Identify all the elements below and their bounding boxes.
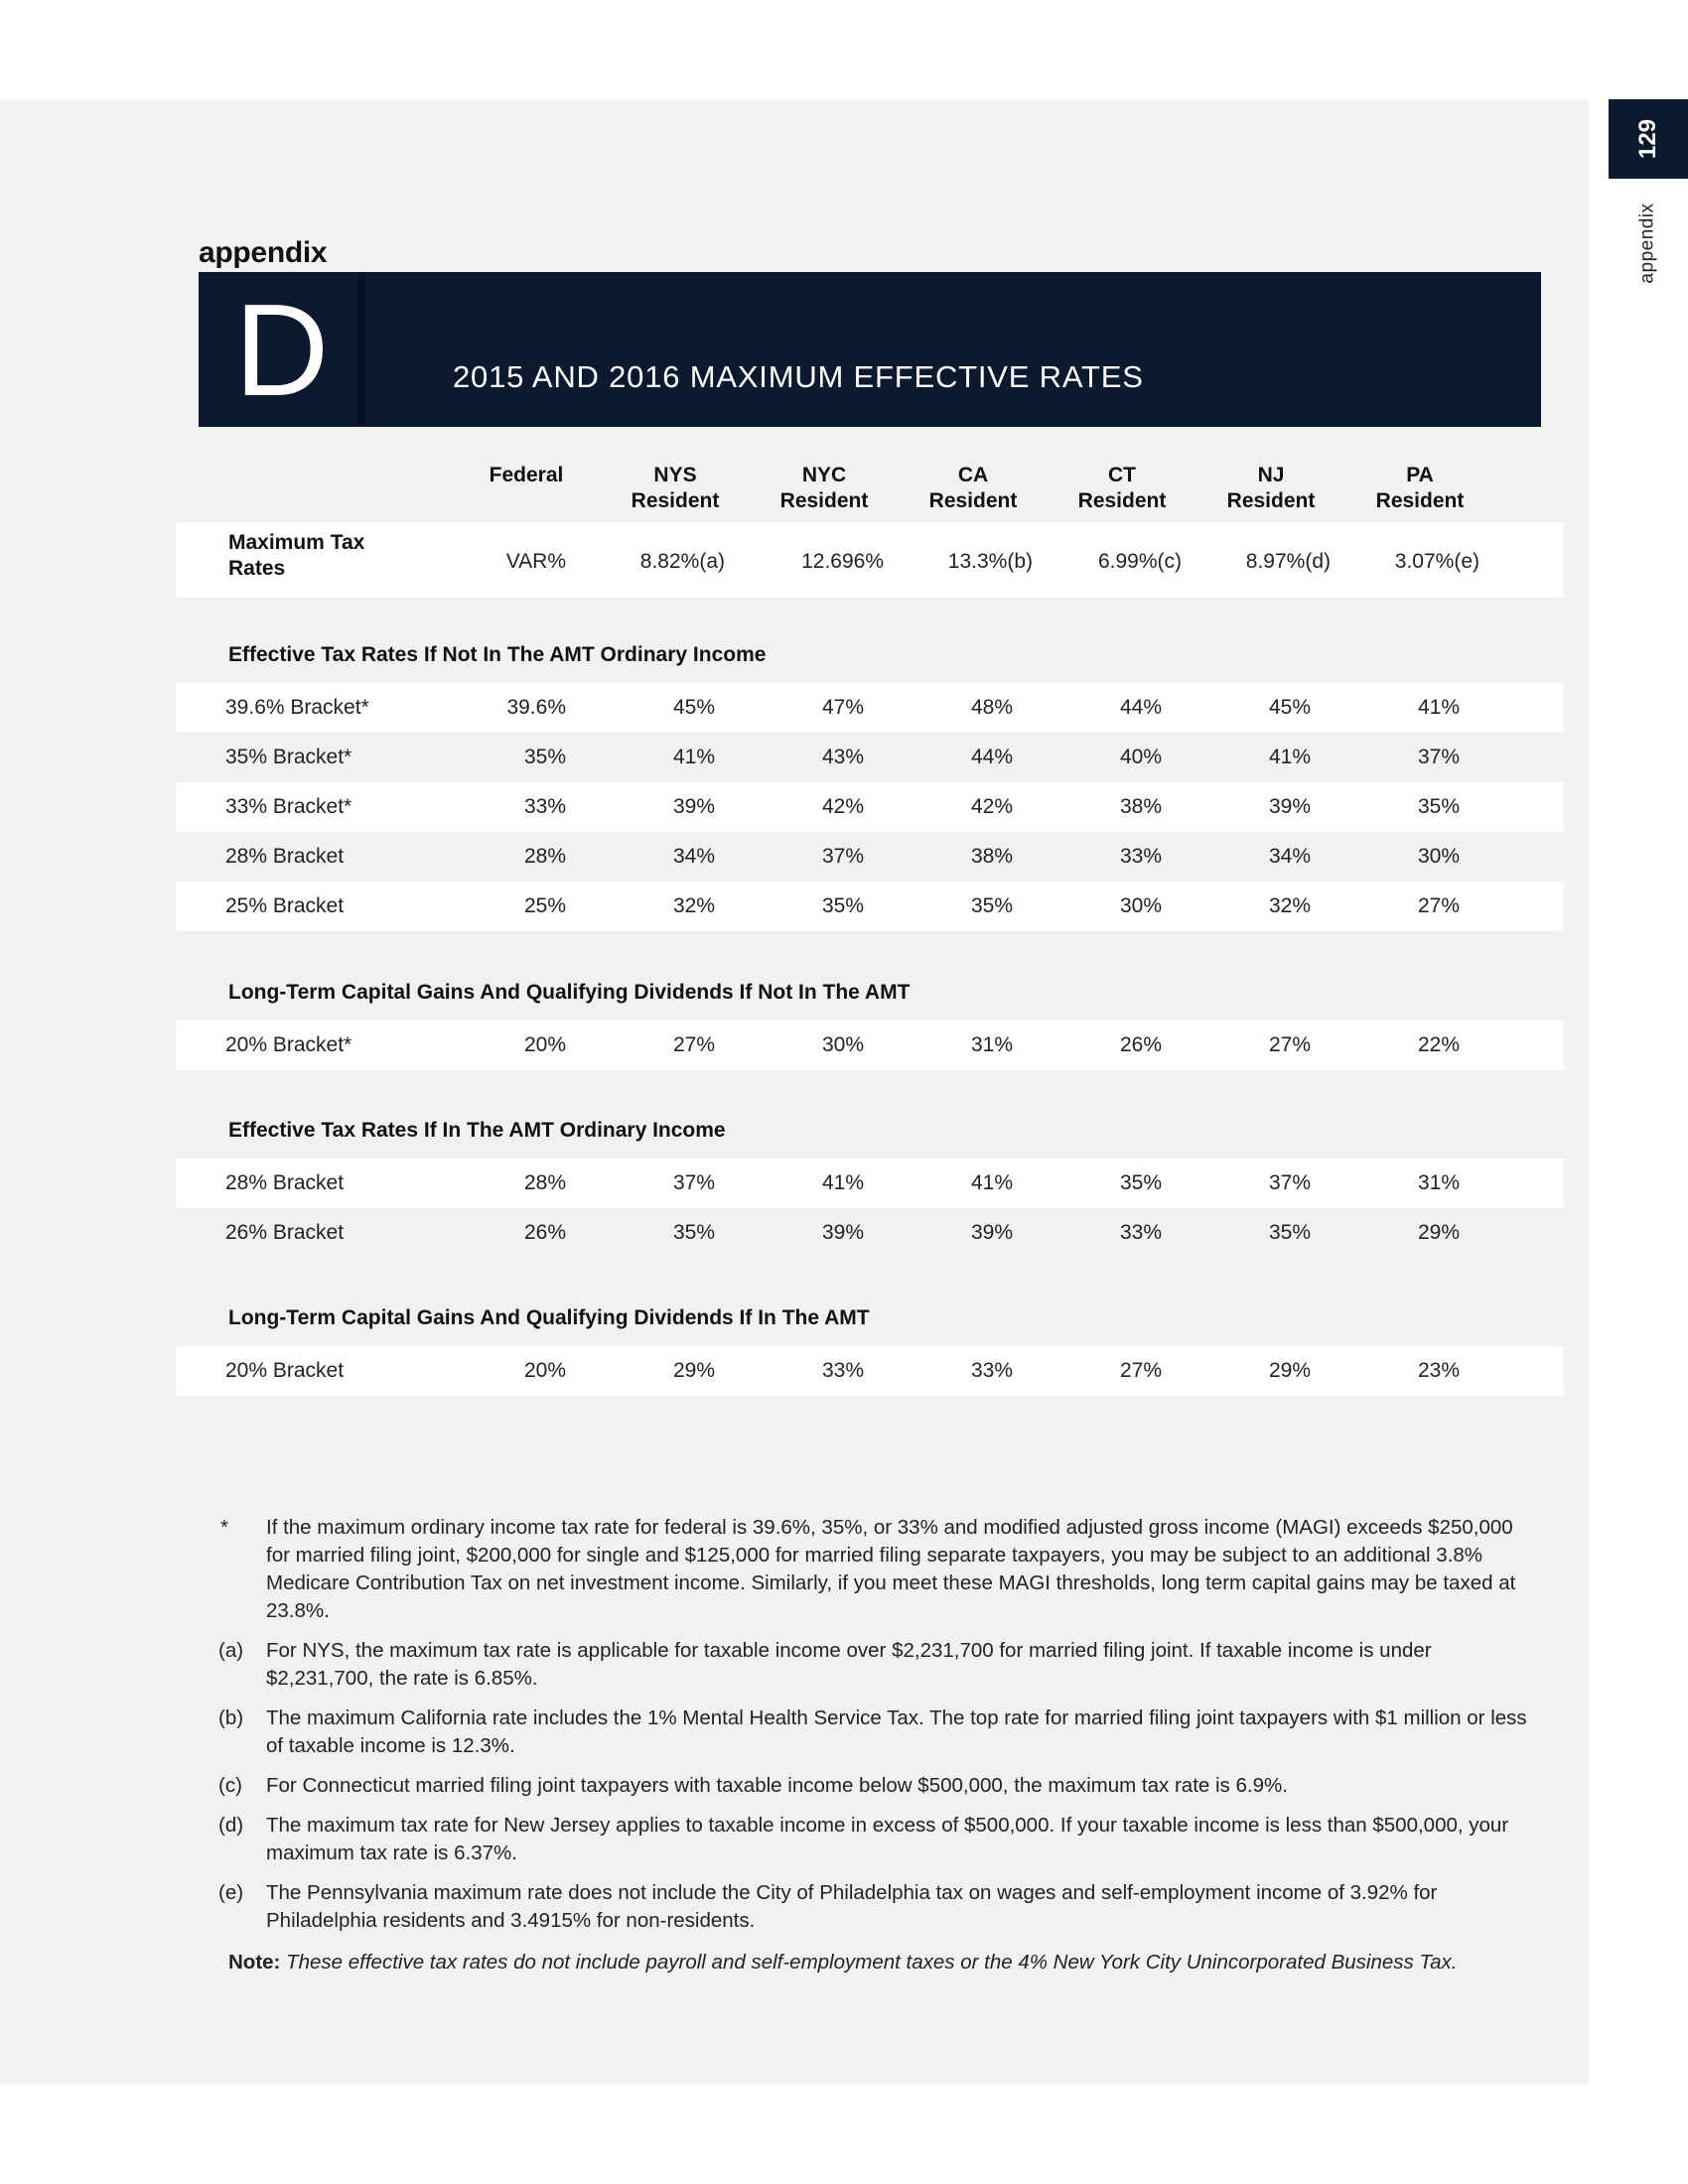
footnotes [218,1514,1529,1977]
footnote-text: The maximum California rate includes the 1% Mental Health Service Tax. The top rate for married filing joint taxpayers with $1 million or less of taxable income is 12.3%. [266,1706,1527,1757]
table-cell-nj: 29% [1268,1359,1311,1382]
table-cell-nys: 37% [672,1171,715,1194]
table-cell-pa: 3.07%(e) [1394,550,1479,573]
table-cell-nj: 34% [1268,845,1311,868]
table-cell-nys: 34% [672,845,715,868]
table-cell-ca: 41% [970,1171,1013,1194]
group-heading: Effective Tax Rates If In The AMT Ordinary Income [228,1119,726,1142]
footnote-mark: * [220,1516,228,1539]
table-cell-ca: 13.3%(b) [947,550,1033,573]
table-cell-nyc: 39% [821,1221,864,1244]
column-header-nj [1211,463,1331,514]
column-header-line1: NYC [801,464,847,486]
column-header-line1: PA [1406,464,1434,486]
column-header-pa [1360,463,1479,514]
table-cell-ct: 33% [1119,1221,1162,1244]
table-cell-federal: 20% [523,1033,566,1056]
table-cell-nyc: 37% [821,845,864,868]
column-header-line1: NYS [653,464,697,486]
note-label: Note: [228,1951,281,1974]
table-cell-ct: 30% [1119,894,1162,917]
footnote-text: For Connecticut married filing joint taxpayers with taxable income below $500,000, the maximum tax rate is 6.9%. [266,1774,1288,1797]
table-cell-nyc: 33% [821,1359,864,1382]
table-cell-nys: 27% [672,1033,715,1056]
table-cell-nys: 32% [672,894,715,917]
table-cell-nj: 35% [1268,1221,1311,1244]
footnote [218,1879,1529,1935]
column-header-nys [616,463,735,514]
table-cell-nyc: 42% [821,795,864,818]
table-cell-ca: 39% [970,1221,1013,1244]
footnote-text: The maximum tax rate for New Jersey applies to taxable income in excess of $500,000. If your taxable income is less than $500,000, your maximum tax rate is 6.37%. [266,1814,1509,1864]
table-cell-nj: 45% [1268,696,1311,719]
table-row [176,882,1564,931]
table-cell-federal: 28% [523,1171,566,1194]
note-text: These effective tax rates do not include payroll and self-employment taxes or the 4% New York City Unincorporated Business Tax. [286,1951,1458,1974]
footnote [218,1812,1529,1867]
table-row [176,1208,1564,1258]
table-cell-pa: 29% [1417,1221,1460,1244]
footnote-text: If the maximum ordinary income tax rate for federal is 39.6%, 35%, or 33% and modified adjusted gross income (MAGI) exceeds $250,000 for married filing joint, $200,000 for single and $125,000 for married filing separate taxpayers, you may be subject to an additional 3.8% Medicare Contribution Tax on net investment income. Similarly, if you meet these MAGI thresholds, long term capital gains may be taxed at 23.8%. [266,1516,1516,1622]
table-cell-nj: 37% [1268,1171,1311,1194]
table-cell-ct: 35% [1119,1171,1162,1194]
column-header-line1: CA [957,464,989,486]
table-cell-nys: 39% [672,795,715,818]
table-cell-ct: 38% [1119,795,1162,818]
table-cell-nyc: 30% [821,1033,864,1056]
table-cell-nyc: 35% [821,894,864,917]
row-label: 39.6% Bracket* [225,696,369,719]
page-number-tab [1609,99,1688,179]
row-label: 26% Bracket [225,1221,345,1244]
table-cell-nys: 41% [672,746,715,768]
table-cell-ct: 27% [1119,1359,1162,1382]
column-header-line1: NJ [1257,464,1285,486]
table-cell-nj: 8.97%(d) [1245,550,1331,573]
row-label: 20% Bracket* [225,1033,352,1056]
side-section-label-text: appendix [1637,203,1658,284]
table-row [176,782,1564,832]
column-header-line2: Resident [928,489,1018,512]
table-cell-ca: 33% [970,1359,1013,1382]
max-tax-rates-label-line2: Rates [228,557,286,580]
table-cell-ct: 44% [1119,696,1162,719]
table-cell-ca: 38% [970,845,1013,868]
footnote-mark: (a) [218,1639,244,1662]
table-cell-ca: 48% [970,696,1013,719]
section-word: appendix [199,236,328,269]
title-banner [199,272,1541,427]
footnote-mark: (b) [218,1706,244,1729]
table-cell-nyc: 41% [821,1171,864,1194]
table-row [176,832,1564,882]
group-heading: Long-Term Capital Gains And Qualifying Dividends If Not In The AMT [228,981,911,1004]
row-label: 20% Bracket [225,1359,345,1382]
group-heading: Effective Tax Rates If Not In The AMT Ordinary Income [228,643,767,666]
column-header-line2: Resident [1226,489,1316,512]
max-tax-rates-row [176,522,1564,598]
column-header-line1: CT [1108,464,1136,486]
column-header-ct [1062,463,1182,514]
column-header-nyc [765,463,884,514]
table-cell-ca: 42% [970,795,1013,818]
table-cell-nys: 8.82%(a) [639,550,725,573]
table-cell-nys: 35% [672,1221,715,1244]
row-label: 35% Bracket* [225,746,352,768]
table-cell-ct: 26% [1119,1033,1162,1056]
table-cell-pa: 23% [1417,1359,1460,1382]
table-cell-nj: 27% [1268,1033,1311,1056]
table-cell-ct: 6.99%(c) [1097,550,1182,573]
page-title: 2015 AND 2016 MAXIMUM EFFECTIVE RATES [453,359,1144,394]
column-header-line2: Resident [631,489,720,512]
table-cell-pa: 22% [1417,1033,1460,1056]
table-cell-federal: VAR% [505,550,566,573]
table-cell-pa: 27% [1417,894,1460,917]
footnote [218,1705,1529,1760]
table-cell-nyc: 47% [821,696,864,719]
table-cell-pa: 37% [1417,746,1460,768]
table-cell-nj: 32% [1268,894,1311,917]
table-row [176,683,1564,733]
max-tax-rates-label [228,530,364,582]
table-row [176,1159,1564,1208]
note [218,1949,1529,1977]
table-cell-federal: 20% [523,1359,566,1382]
table-cell-nys: 45% [672,696,715,719]
column-header-line2: Resident [1077,489,1167,512]
table-cell-federal: 33% [523,795,566,818]
footnote [218,1772,1529,1800]
table-cell-pa: 41% [1417,696,1460,719]
table-cell-federal: 28% [523,845,566,868]
table-cell-federal: 26% [523,1221,566,1244]
table-cell-pa: 35% [1417,795,1460,818]
table-cell-nys: 29% [672,1359,715,1382]
row-label: 28% Bracket [225,845,345,868]
footnote-text: The Pennsylvania maximum rate does not include the City of Philadelphia tax on wages and self-employment income of 3.92% for Philadelphia residents and 3.4915% for non-residents. [266,1881,1438,1932]
column-header-ca [914,463,1033,514]
group-heading: Long-Term Capital Gains And Qualifying Dividends If In The AMT [228,1306,870,1329]
column-header-line2: Resident [1375,489,1465,512]
footnote-text: For NYS, the maximum tax rate is applicable for taxable income over $2,231,700 for married filing joint. If taxable income is under $2,231,700, the rate is 6.85%. [266,1639,1432,1690]
table-cell-federal: 25% [523,894,566,917]
footnote-mark: (c) [218,1774,242,1797]
table-cell-ca: 31% [970,1033,1013,1056]
table-cell-pa: 31% [1417,1171,1460,1194]
table-cell-ct: 40% [1119,746,1162,768]
row-label: 33% Bracket* [225,795,352,818]
column-header-line1: Federal [489,464,564,486]
column-header-federal [467,463,586,488]
footnote-mark: (e) [218,1881,244,1904]
footnote-mark: (d) [218,1814,244,1837]
table-row [176,1346,1564,1396]
footnote [218,1637,1529,1693]
row-label: 28% Bracket [225,1171,345,1194]
table-cell-nj: 39% [1268,795,1311,818]
table-row [176,733,1564,782]
table-cell-federal: 39.6% [506,696,566,719]
side-section-label [1626,199,1670,288]
footnote [218,1514,1529,1625]
column-header-line2: Resident [779,489,869,512]
table-cell-federal: 35% [523,746,566,768]
banner-divider [357,272,365,427]
table-cell-ct: 33% [1119,845,1162,868]
table-cell-ca: 35% [970,894,1013,917]
table-row [176,1021,1564,1070]
table-cell-nj: 41% [1268,746,1311,768]
page-number: 129 [1633,118,1661,160]
max-tax-rates-label-line1: Maximum Tax [228,531,365,554]
table-cell-ca: 44% [970,746,1013,768]
appendix-letter-box [199,272,357,427]
table-cell-nyc: 43% [821,746,864,768]
table-cell-pa: 30% [1417,845,1460,868]
table-cell-nyc: 12.696% [801,550,884,573]
appendix-letter: D [234,277,330,423]
row-label: 25% Bracket [225,894,345,917]
